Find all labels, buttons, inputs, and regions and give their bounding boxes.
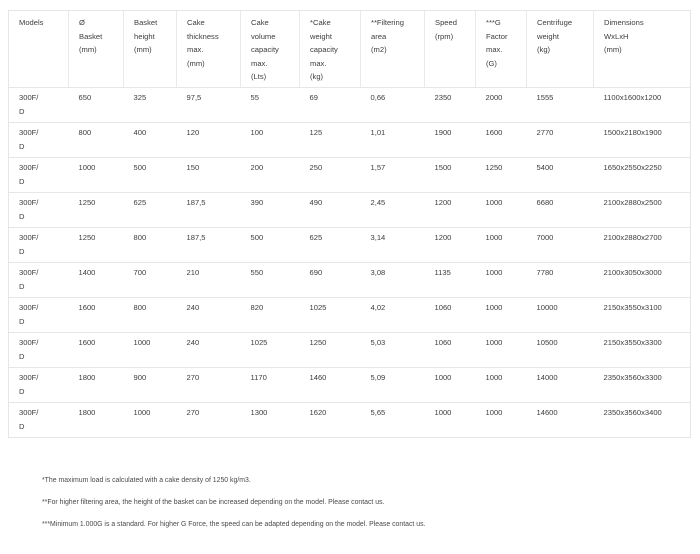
table-cell: 7000	[527, 228, 594, 263]
table-cell: 2100x2880x2500	[594, 193, 691, 228]
table-cell: 1000	[476, 298, 527, 333]
model-name-line: 300F/	[19, 373, 39, 382]
column-header-line: ***G	[486, 18, 501, 27]
model-cell	[9, 123, 69, 158]
table-cell: 500	[124, 158, 177, 193]
footnote-cake-density: *The maximum load is calculated with a cake density of 1250 kg/m3.	[42, 477, 251, 484]
table-cell: 1250	[69, 193, 124, 228]
table-row	[9, 263, 691, 298]
table-cell: 325	[124, 88, 177, 123]
column-header	[476, 11, 527, 88]
model-name-line: D	[19, 351, 25, 361]
table-cell: 240	[177, 298, 241, 333]
table-cell: 5,65	[361, 403, 425, 438]
table-cell: 800	[69, 123, 124, 158]
table-cell: 4,02	[361, 298, 425, 333]
table-cell: 1200	[425, 228, 476, 263]
table-cell: 1,01	[361, 123, 425, 158]
table-cell: 1250	[300, 333, 361, 368]
column-header-line: Cake	[251, 18, 269, 27]
table-row	[9, 193, 691, 228]
table-row	[9, 368, 691, 403]
column-header-line: Models	[19, 18, 44, 27]
column-header-line: capacity	[251, 45, 279, 54]
specifications-table	[8, 10, 691, 438]
table-cell: 0,66	[361, 88, 425, 123]
table-cell: 14000	[527, 368, 594, 403]
table-cell: 1250	[476, 158, 527, 193]
table-cell: 1000	[476, 263, 527, 298]
model-cell	[9, 193, 69, 228]
table-cell: 150	[177, 158, 241, 193]
table-cell: 1200	[425, 193, 476, 228]
model-name-line: 300F/	[19, 163, 39, 172]
table-cell: 2000	[476, 88, 527, 123]
column-header-line: Basket	[79, 31, 103, 41]
table-cell: 1025	[241, 333, 300, 368]
footnote-g-force: ***Minimum 1.000G is a standard. For higher G Force, the speed can be adapted depending on the model. Please contact us.	[42, 521, 426, 528]
table-cell: 2150x3550x3100	[594, 298, 691, 333]
model-name-line: D	[19, 176, 25, 186]
table-cell: 200	[241, 158, 300, 193]
table-cell: 240	[177, 333, 241, 368]
model-name-line: 300F/	[19, 303, 39, 312]
table-cell: 1000	[476, 403, 527, 438]
table-cell: 1000	[476, 228, 527, 263]
column-header-line: max.	[251, 58, 268, 68]
table-cell: 1060	[425, 333, 476, 368]
table-cell: 5,03	[361, 333, 425, 368]
model-cell	[9, 333, 69, 368]
table-cell: 1400	[69, 263, 124, 298]
table-cell: 2770	[527, 123, 594, 158]
model-name-line: 300F/	[19, 338, 39, 347]
column-header-line: thickness	[187, 31, 219, 41]
table-row	[9, 123, 691, 158]
table-cell: 3,14	[361, 228, 425, 263]
model-name-line: 300F/	[19, 233, 39, 242]
table-row	[9, 88, 691, 123]
table-cell: 2100x2880x2700	[594, 228, 691, 263]
model-name-line: D	[19, 141, 25, 151]
table-cell: 1650x2550x2250	[594, 158, 691, 193]
table-cell: 1000	[425, 403, 476, 438]
table-cell: 125	[300, 123, 361, 158]
model-name-line: D	[19, 281, 25, 291]
table-cell: 1170	[241, 368, 300, 403]
column-header-line: (kg)	[537, 45, 551, 54]
column-header	[594, 11, 691, 88]
table-cell: 7780	[527, 263, 594, 298]
column-header-line: height	[134, 31, 155, 41]
table-cell: 1460	[300, 368, 361, 403]
column-header	[9, 11, 69, 88]
model-name-line: 300F/	[19, 128, 39, 137]
table-cell: 1600	[476, 123, 527, 158]
table-cell: 14600	[527, 403, 594, 438]
model-name-line: 300F/	[19, 268, 39, 277]
column-header-line: (kg)	[310, 72, 324, 81]
column-header-line: (G)	[486, 58, 497, 68]
column-header-line: Dimensions	[604, 18, 644, 27]
table-cell: 800	[124, 228, 177, 263]
column-header-line: weight	[310, 31, 332, 41]
table-cell: 2350x3560x3400	[594, 403, 691, 438]
table-cell: 5400	[527, 158, 594, 193]
column-header-line: **Filtering	[371, 18, 404, 27]
table-cell: 10500	[527, 333, 594, 368]
table-row	[9, 403, 691, 438]
table-row	[9, 298, 691, 333]
model-name-line: 300F/	[19, 93, 39, 102]
table-cell: 625	[124, 193, 177, 228]
model-name-line: D	[19, 316, 25, 326]
table-cell: 1000	[476, 333, 527, 368]
table-cell: 270	[177, 368, 241, 403]
table-cell: 1800	[69, 368, 124, 403]
table-cell: 1600	[69, 333, 124, 368]
column-header-line: Basket	[134, 18, 158, 27]
table-cell: 390	[241, 193, 300, 228]
table-cell: 1800	[69, 403, 124, 438]
table-cell: 1,57	[361, 158, 425, 193]
table-header-row	[9, 11, 691, 88]
column-header-line: max.	[187, 45, 204, 54]
model-cell	[9, 263, 69, 298]
table-cell: 700	[124, 263, 177, 298]
column-header	[124, 11, 177, 88]
column-header	[69, 11, 124, 88]
table-cell: 69	[300, 88, 361, 123]
column-header	[527, 11, 594, 88]
table-cell: 1900	[425, 123, 476, 158]
column-header-line: (mm)	[187, 58, 205, 68]
table-cell: 650	[69, 88, 124, 123]
table-cell: 3,08	[361, 263, 425, 298]
column-header-line: (m2)	[371, 45, 387, 54]
model-cell	[9, 88, 69, 123]
table-cell: 900	[124, 368, 177, 403]
column-header-line: Centrifuge	[537, 18, 573, 27]
table-row	[9, 228, 691, 263]
model-cell	[9, 368, 69, 403]
column-header-line: (mm)	[134, 45, 152, 54]
model-cell	[9, 158, 69, 193]
table-cell: 1000	[476, 368, 527, 403]
column-header-line: Speed	[435, 18, 457, 27]
table-cell: 1000	[124, 333, 177, 368]
model-name-line: D	[19, 421, 25, 431]
model-cell	[9, 298, 69, 333]
table-cell: 1000	[69, 158, 124, 193]
table-cell: 120	[177, 123, 241, 158]
column-header-line: capacity	[310, 45, 338, 54]
table-cell: 270	[177, 403, 241, 438]
column-header-line: max.	[310, 58, 327, 68]
table-cell: 97,5	[177, 88, 241, 123]
table-body	[9, 88, 691, 438]
table-cell: 820	[241, 298, 300, 333]
column-header-line: weight	[537, 31, 559, 41]
table-cell: 1025	[300, 298, 361, 333]
model-cell	[9, 228, 69, 263]
table-cell: 10000	[527, 298, 594, 333]
column-header	[425, 11, 476, 88]
table-cell: 100	[241, 123, 300, 158]
model-name-line: D	[19, 106, 25, 116]
column-header-line: max.	[486, 45, 503, 54]
column-header-line: volume	[251, 31, 276, 41]
model-name-line: D	[19, 386, 25, 396]
column-header-line: WxLxH	[604, 31, 629, 41]
column-header-line: (mm)	[604, 45, 622, 54]
table-cell: 187,5	[177, 228, 241, 263]
column-header-line: (rpm)	[435, 31, 454, 41]
table-cell: 1100x1600x1200	[594, 88, 691, 123]
table-cell: 400	[124, 123, 177, 158]
column-header-line: area	[371, 31, 387, 41]
table-cell: 2350x3560x3300	[594, 368, 691, 403]
table-cell: 550	[241, 263, 300, 298]
table-cell: 2150x3550x3300	[594, 333, 691, 368]
table-cell: 1135	[425, 263, 476, 298]
table-cell: 1000	[124, 403, 177, 438]
table-cell: 690	[300, 263, 361, 298]
table-cell: 1250	[69, 228, 124, 263]
table-cell: 1500x2180x1900	[594, 123, 691, 158]
table-cell: 800	[124, 298, 177, 333]
table-cell: 6680	[527, 193, 594, 228]
table-cell: 1060	[425, 298, 476, 333]
column-header	[177, 11, 241, 88]
table-cell: 490	[300, 193, 361, 228]
table-row	[9, 333, 691, 368]
table-cell: 1000	[476, 193, 527, 228]
model-name-line: 300F/	[19, 198, 39, 207]
table-cell: 1000	[425, 368, 476, 403]
footnote-filtering-area: **For higher filtering area, the height of the basket can be increased depending on the model. Please contact us.	[42, 499, 385, 506]
column-header	[241, 11, 300, 88]
table-cell: 1600	[69, 298, 124, 333]
column-header-line: (Lts)	[251, 72, 267, 81]
column-header	[361, 11, 425, 88]
model-name-line: 300F/	[19, 408, 39, 417]
table-cell: 500	[241, 228, 300, 263]
footnotes	[42, 474, 425, 540]
column-header	[300, 11, 361, 88]
table-cell: 2350	[425, 88, 476, 123]
model-cell	[9, 403, 69, 438]
table-cell: 1555	[527, 88, 594, 123]
table-cell: 250	[300, 158, 361, 193]
model-name-line: D	[19, 211, 25, 221]
table-cell: 625	[300, 228, 361, 263]
table-cell: 55	[241, 88, 300, 123]
table-cell: 1300	[241, 403, 300, 438]
table-cell: 187,5	[177, 193, 241, 228]
column-header-line: Factor	[486, 31, 508, 41]
table-cell: 5,09	[361, 368, 425, 403]
column-header-line: Cake	[187, 18, 205, 27]
table-row	[9, 158, 691, 193]
column-header-line: Ø	[79, 18, 85, 27]
table-cell: 2100x3050x3000	[594, 263, 691, 298]
table-cell: 1500	[425, 158, 476, 193]
table-cell: 1620	[300, 403, 361, 438]
table-cell: 210	[177, 263, 241, 298]
model-name-line: D	[19, 246, 25, 256]
column-header-line: (mm)	[79, 45, 97, 54]
column-header-line: *Cake	[310, 18, 331, 27]
table-cell: 2,45	[361, 193, 425, 228]
